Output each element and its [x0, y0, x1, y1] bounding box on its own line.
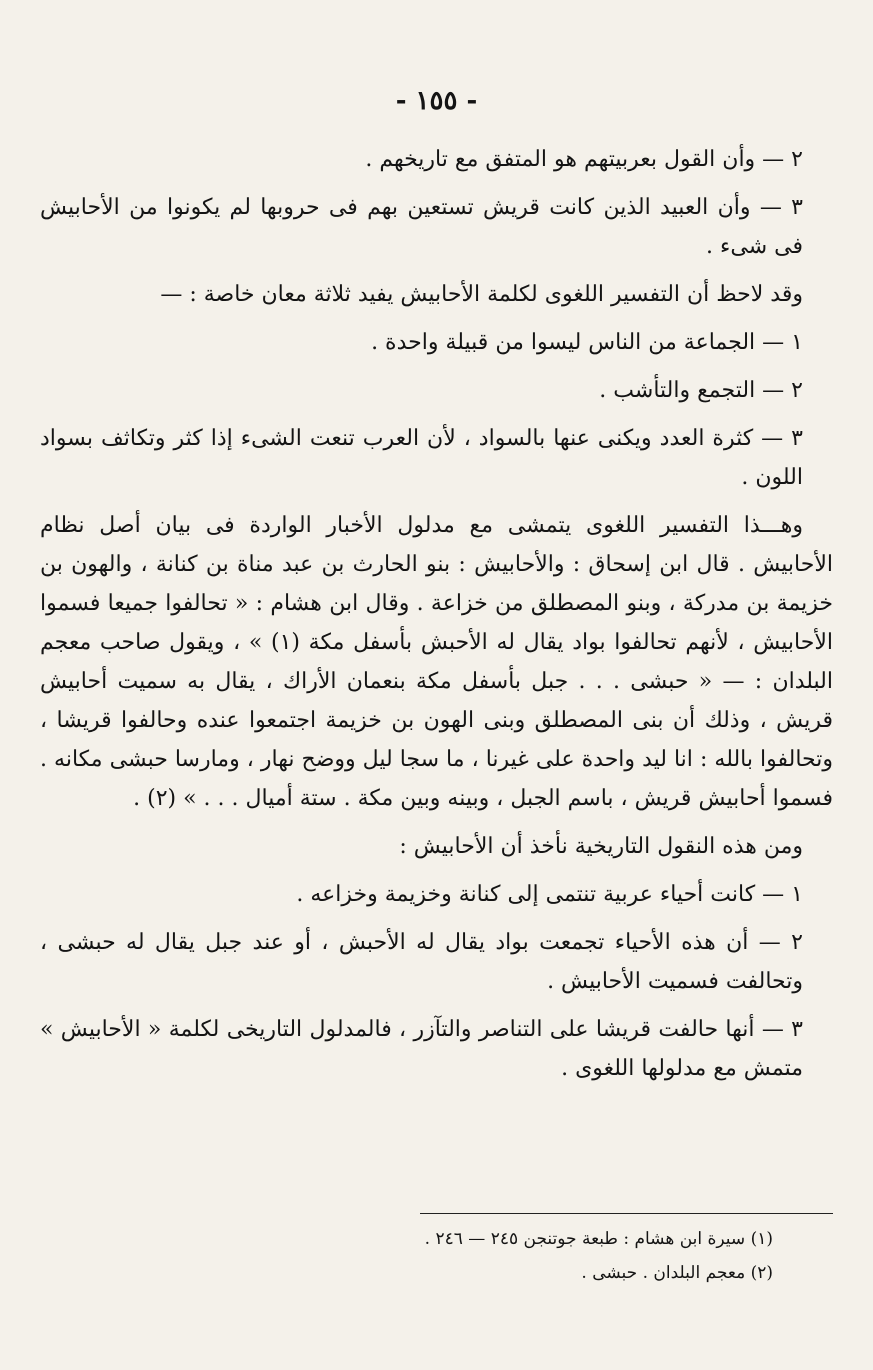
footnote: (١) سيرة ابن هشام : طبعة جوتنجن ٢٤٥ — ٢٤٦ . [424, 1229, 773, 1249]
footnotes [213, 1222, 773, 1290]
footnote: (٢) معجم البلدان . حبشى . [581, 1263, 773, 1283]
list-item: ١ — كانت أحياء عربية تنتمى إلى كنانة وخزيمة وخزاعه . [296, 882, 803, 907]
list-item: ٣ — كثرة العدد ويكنى عنها بالسواد ، لأن العرب تنعت الشىء إذا كثر وتكاثف بسواد اللون . [40, 426, 803, 490]
list-item: ٢ — التجمع والتأشب . [599, 378, 803, 403]
list-item: ٢ — أن هذه الأحياء تجمعت بواد يقال له الأحبش ، أو عند جبل يقال له حبشى ، وتحالفت فسميت الأحابيش . [40, 930, 803, 994]
list-item: ٣ — أنها حالفت قريشا على التناصر والتآزر ، فالمدلول التاريخى لكلمة « الأحابيش » متمش مع مدلولها اللغوى . [40, 1017, 803, 1081]
list-item: ٣ — وأن العبيد الذين كانت قريش تستعين بهم فى حروبها لم يكونوا من الأحابيش فى شىء . [40, 195, 803, 259]
list-item: ٢ — وأن القول بعربيتهم هو المتفق مع تاريخهم . [365, 147, 803, 172]
paragraph: وقد لاحظ أن التفسير اللغوى لكلمة الأحابيش يفيد ثلاثة معان خاصة : — [160, 282, 803, 307]
page-number: - ١٥٥ - [395, 86, 478, 116]
paragraph: وهـــذا التفسير اللغوى يتمشى مع مدلول الأخبار الواردة فى بيان أصل نظام الأحابيش . قال ابن إسحاق : والأحابيش : بنو الحارث بن عبد مناة بن كنانة ، والهون بن خزيمة بن مدركة ، وبنو المصطلق من خزاعة . وقال ابن هشام : « تحالفوا جميعا فسموا الأحابيش ، لأنهم تحالفوا بواد يقال له الأحبش بأسفل مكة (١) » ، ويقول صاحب معجم البلدان : — « حبشى . . . جبل بأسفل مكة بنعمان الأراك ، يقال به سميت أحابيش قريش ، وذلك أن بنى المصطلق وبنى الهون بن خزيمة اجتمعوا عنده وحالفوا قريشا ، وتحالفوا بالله : انا ليد واحدة على غيرنا ، ما سجا ليل ووضح نهار ، ومارسا حبشى مكانه . فسموا أحابيش قريش ، باسم الجبل ، وبينه وبين مكة . ستة أميال . . . » (٢) . [40, 513, 834, 811]
body-text [40, 140, 833, 1097]
list-item: ١ — الجماعة من الناس ليسوا من قبيلة واحدة . [371, 330, 803, 355]
paragraph: ومن هذه النقول التاريخية نأخذ أن الأحابيش : [399, 834, 803, 859]
footnote-divider [420, 1213, 833, 1214]
